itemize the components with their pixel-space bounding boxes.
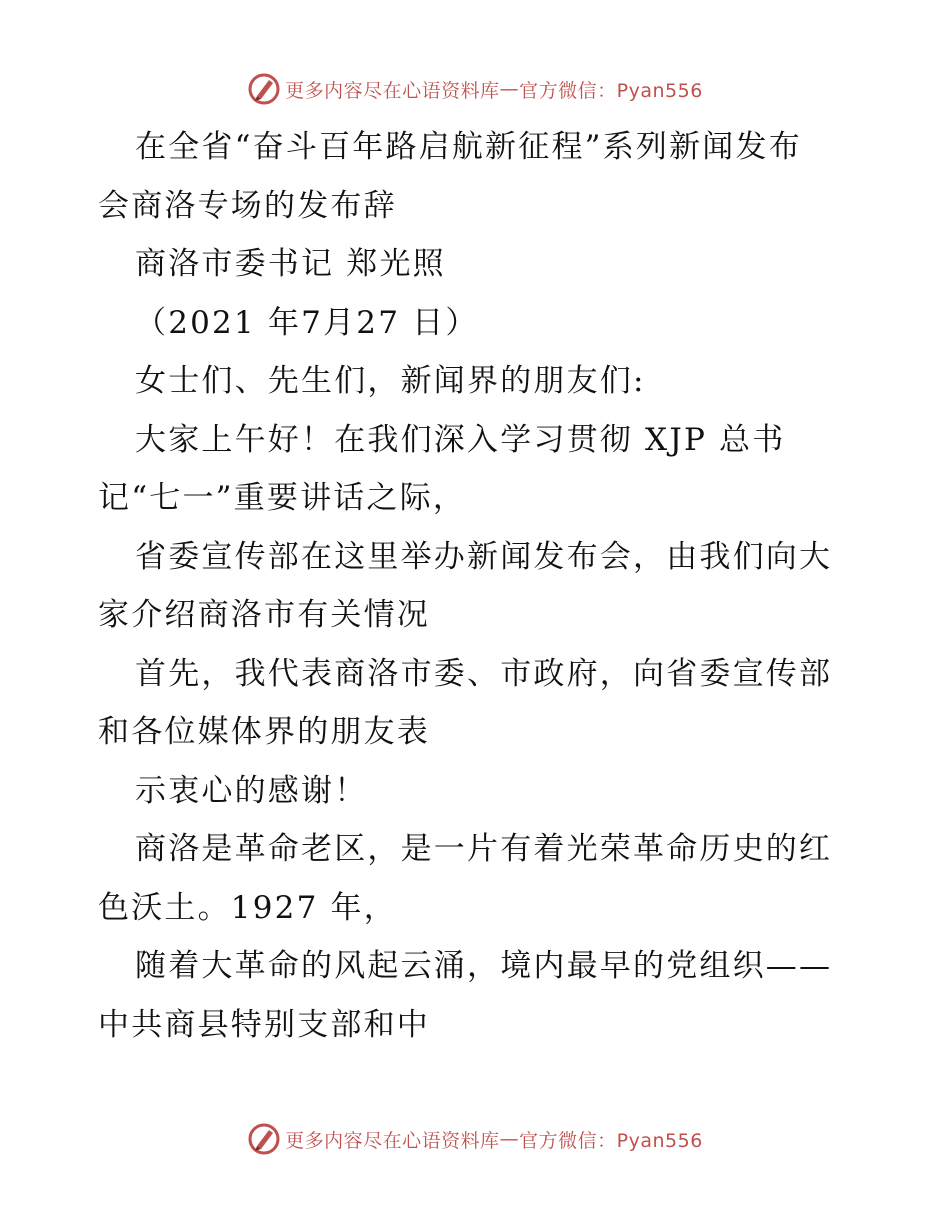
salutation-line: 女士们、先生们，新闻界的朋友们: bbox=[135, 363, 646, 399]
paragraph-line: 首先，我代表商洛市委、市政府，向省委宣传部 bbox=[135, 655, 833, 692]
paragraph-line: 色沃土。1927 年， bbox=[98, 889, 397, 926]
banner-lead-text: 更多内容尽在心语资料库 bbox=[285, 79, 500, 102]
paragraph-line: 大家上午好！在我们深入学习贯彻 XJP 总书 bbox=[135, 421, 786, 458]
pen-logo-icon bbox=[247, 1122, 281, 1156]
banner-dash: — bbox=[499, 78, 520, 100]
author-line: 商洛市委书记 郑光照 bbox=[135, 246, 446, 282]
paragraph-line: 随着大革命的风起云涌，境内最早的党组织—— bbox=[135, 948, 833, 984]
banner-wechat-text: 官方微信：Pyan556 bbox=[519, 79, 703, 102]
footer-banner bbox=[0, 1122, 950, 1156]
paragraph-line: 省委宣传部在这里举办新闻发布会，由我们向大 bbox=[135, 538, 833, 575]
paragraph-line: 记“七一”重要讲话之际， bbox=[98, 480, 467, 516]
paragraph-line: 和各位媒体界的朋友表 bbox=[98, 714, 430, 750]
title-line-2: 会商洛专场的发布辞 bbox=[98, 187, 397, 224]
pen-logo-icon bbox=[247, 72, 281, 106]
paragraph-line: 商洛是革命老区，是一片有着光荣革命历史的红 bbox=[135, 831, 833, 867]
header-banner bbox=[0, 72, 950, 106]
paragraph-line: 家介绍商洛市有关情况 bbox=[98, 597, 430, 633]
document-body bbox=[98, 122, 858, 1058]
paragraph-line: 示衷心的感谢！ bbox=[135, 772, 368, 809]
date-line: （2021 年7月27 日） bbox=[135, 304, 479, 341]
title-line-1: 在全省“奋斗百年路启航新征程”系列新闻发布 bbox=[135, 129, 802, 165]
banner-lead-text: 更多内容尽在心语资料库 bbox=[285, 1129, 500, 1152]
banner-wechat-text: 官方微信：Pyan556 bbox=[519, 1129, 703, 1152]
paragraph-line: 中共商县特别支部和中 bbox=[98, 1006, 430, 1043]
banner-dash: — bbox=[499, 1128, 520, 1150]
